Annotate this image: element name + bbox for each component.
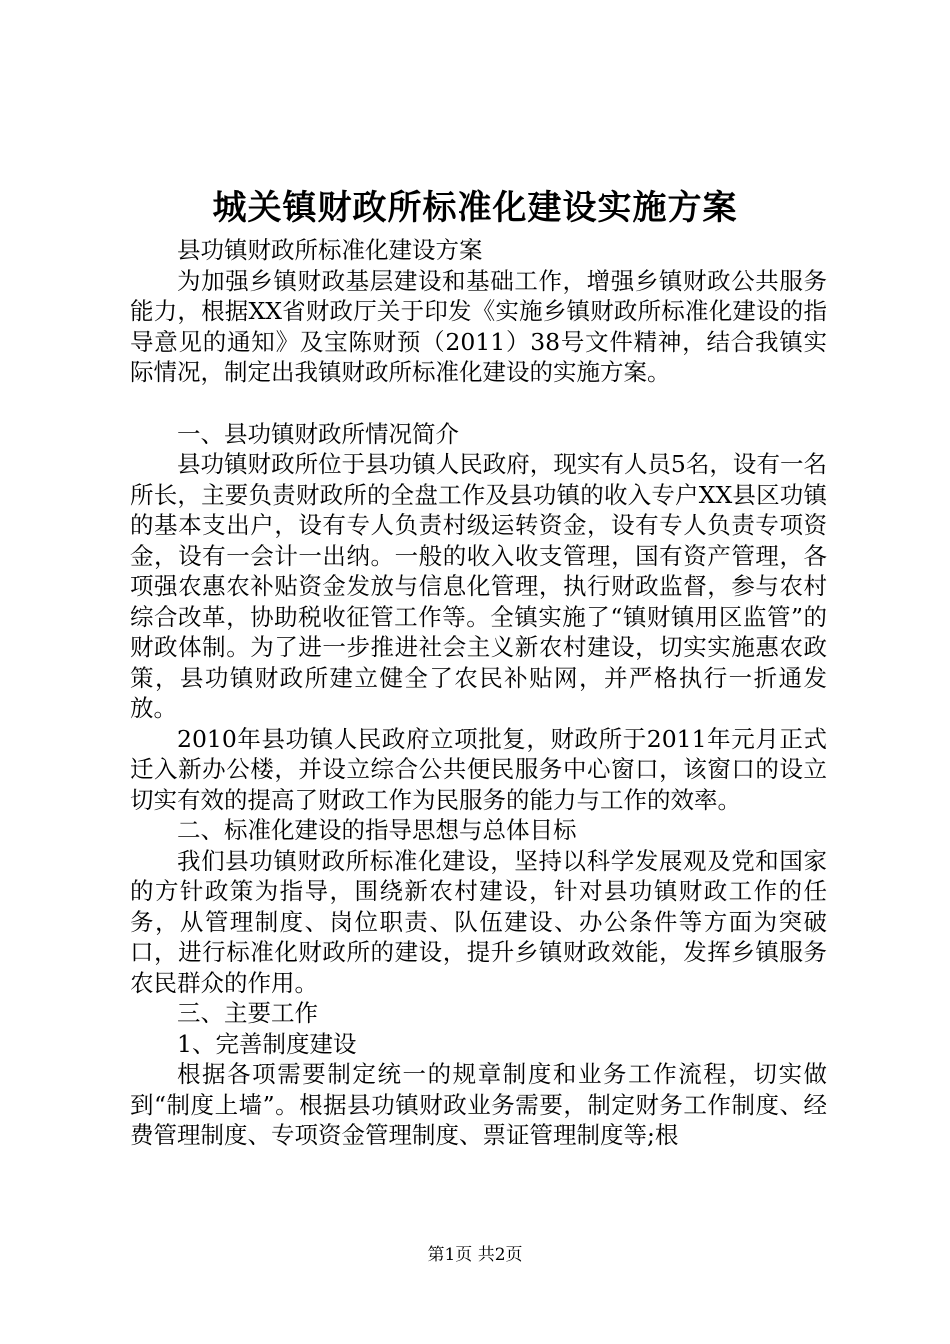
document-subtitle: 县功镇财政所标准化建设方案 [177,236,483,264]
paragraph-overview: 县功镇财政所位于县功镇人民政府，现实有人员5名，设有一名所长，主要负责财政所的全盘工作及县功镇的收入专户XX县区功镇的基本支出户，设有专人负责村级运转资金，设有专人负责专项资金，设有一会计一出纳。一般的收入收支管理，国有资产管理，各项强农惠农补贴资金发放与信息化管理，执行财政监督，参与农村综合改革，协助税收征管工作等。全镇实施了“镇财镇用区监管”的财政体制。为了进一步推进社会主义新农村建设，切实实施惠农政策，县功镇财政所建立健全了农民补贴网，并严格执行一折通发放。 [130,450,827,722]
paragraph-spacer [130,388,827,419]
page-footer: 第1页 共2页 [427,1245,523,1265]
section-heading-1: 一、县功镇财政所情况简介 [177,419,459,448]
section-heading-3: 三、主要工作 [177,999,318,1027]
section-heading-2: 二、标准化建设的指导思想与总体目标 [177,816,577,844]
document-title: 城关镇财政所标准化建设实施方案 [212,188,738,228]
paragraph-system: 根据各项需要制定统一的规章制度和业务工作流程，切实做到“制度上墙”。根据县功镇财政业务需要，制定财务工作制度、经费管理制度、专项资金管理制度、票证管理制度等;根 [130,1060,827,1149]
subsection-heading-1: 1、完善制度建设 [177,1029,357,1058]
paragraph-intro: 为加强乡镇财政基层建设和基础工作，增强乡镇财政公共服务能力，根据XX省财政厅关于印发《实施乡镇财政所标准化建设的指导意见的通知》及宝陈财预（2011）38号文件精神，结合我镇实际情况，制定出我镇财政所标准化建设的实施方案。 [130,266,827,386]
paragraph-office: 2010年县功镇人民政府立项批复，财政所于2011年元月正式迁入新办公楼，并设立综合公共便民服务中心窗口，该窗口的设立切实有效的提高了财政工作为民服务的能力与工作的效率。 [130,724,827,814]
paragraph-guidance: 我们县功镇财政所标准化建设，坚持以科学发展观及党和国家的方针政策为指导，围绕新农村建设，针对县功镇财政工作的任务，从管理制度、岗位职责、队伍建设、办公条件等方面为突破口，进行标准化财政所的建设，提升乡镇财政效能，发挥乡镇服务农民群众的作用。 [130,846,827,997]
document-body [130,235,827,1151]
